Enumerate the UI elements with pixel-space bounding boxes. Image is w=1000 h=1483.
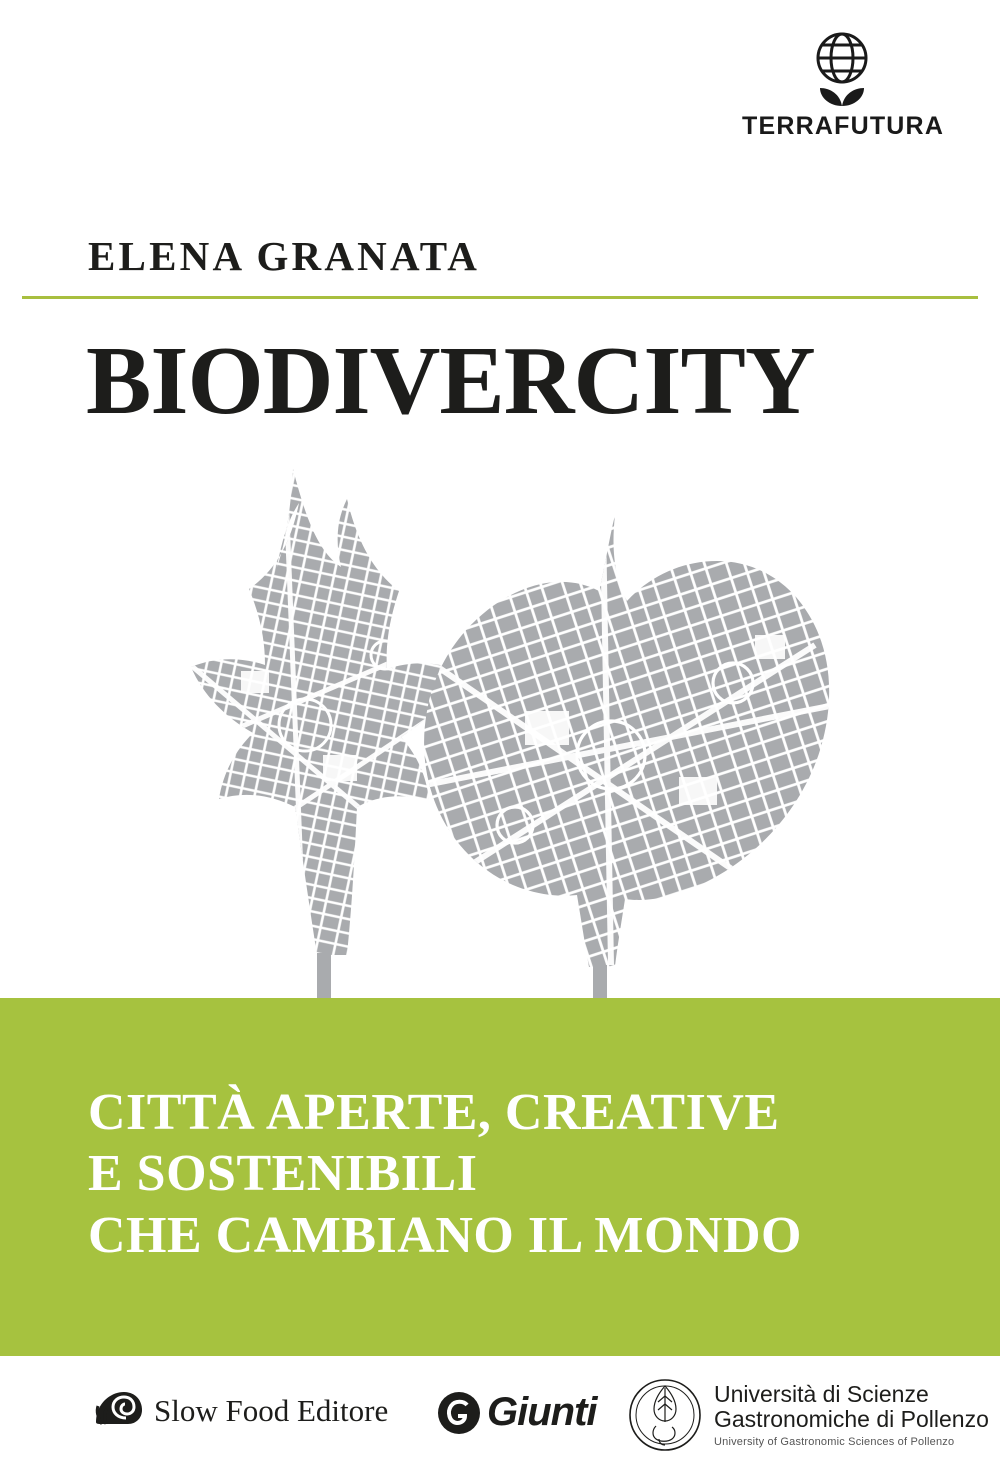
- publisher-footer: [0, 1370, 1000, 1480]
- leaf-stems: [317, 953, 607, 1000]
- collection-logo: [742, 28, 945, 141]
- publisher-unisg: [628, 1376, 989, 1454]
- subtitle-line-2: E SOSTENIBILI: [88, 1145, 478, 1203]
- collection-name: TERRAFUTURA: [742, 112, 945, 140]
- unisg-crest-icon: [628, 1376, 702, 1454]
- unisg-line-3: University of Gastronomic Sciences of Pollenzo: [714, 1436, 955, 1449]
- giunti-g-icon: [437, 1391, 481, 1435]
- publisher-giunti: [437, 1390, 597, 1435]
- book-subtitle: [88, 1082, 928, 1266]
- publisher-slow-food-editore: [92, 1388, 388, 1434]
- publisher-name-giunti: Giunti: [487, 1390, 597, 1434]
- author-name: ELENA GRANATA: [88, 233, 481, 279]
- divider-rule: [22, 296, 978, 299]
- leaf-shape-right: [55, 455, 885, 1000]
- subtitle-line-3: CHE CAMBIANO IL MONDO: [88, 1206, 802, 1264]
- globe-leaves-icon: [804, 28, 880, 106]
- unisg-line-2: Gastronomiche di Pollenzo: [714, 1406, 989, 1433]
- subtitle-line-1: CITTÀ APERTE, CREATIVE: [88, 1084, 780, 1141]
- snail-icon: [92, 1388, 144, 1434]
- city-map-leaves-illustration: [55, 455, 885, 1000]
- unisg-line-1: Università di Scienze: [714, 1380, 929, 1407]
- book-title: BIODIVERCITY: [86, 327, 815, 435]
- publisher-name-slow-food: Slow Food Editore: [154, 1393, 389, 1428]
